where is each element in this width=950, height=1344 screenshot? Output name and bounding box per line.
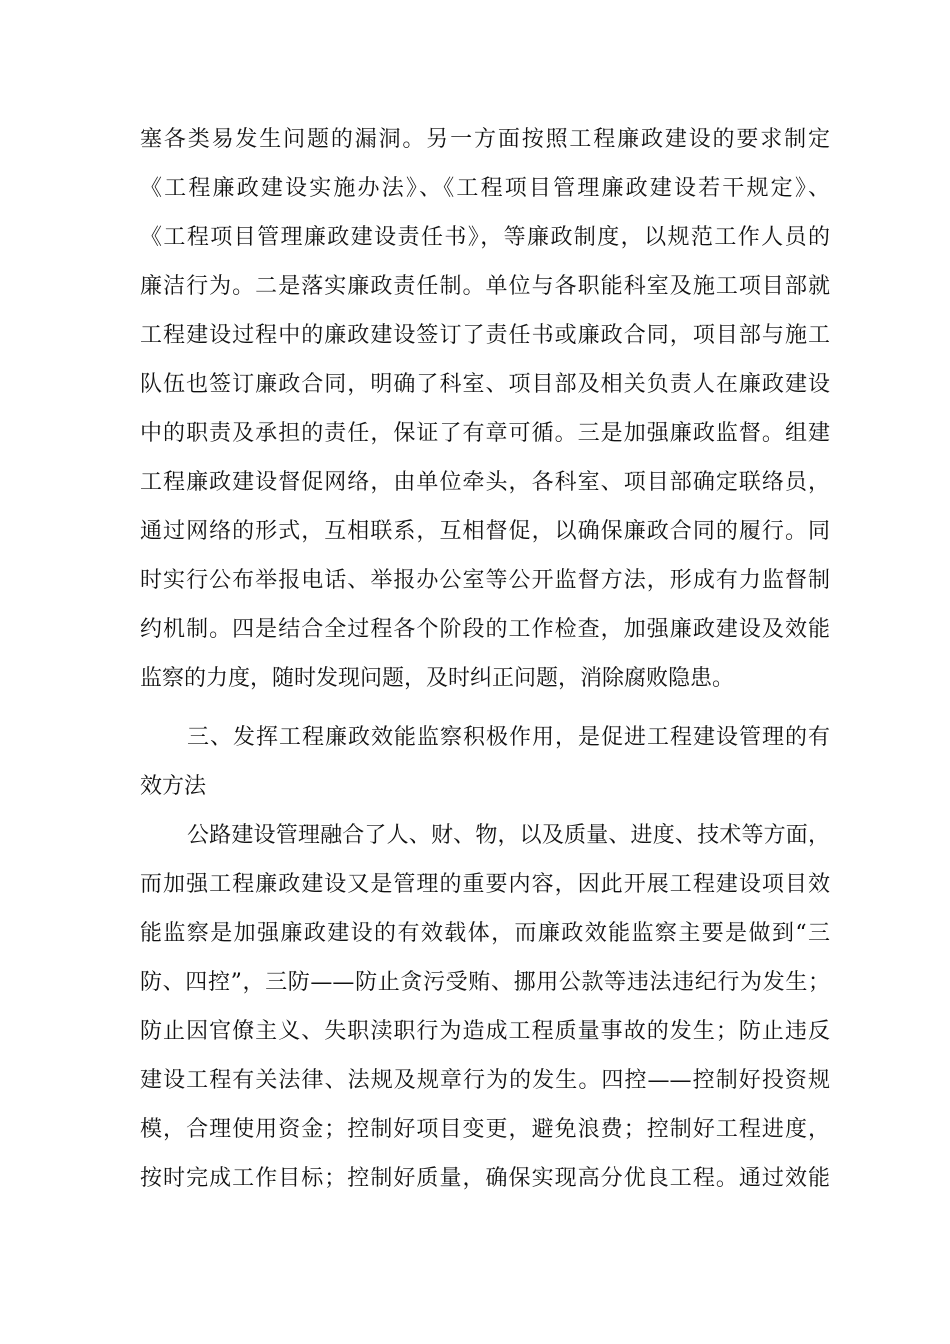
text-line-2: 《工程廉政建设实施办法》、《工程项目管理廉政建设若干规定》、 — [140, 176, 830, 201]
section-heading-line-2: 效方法 — [140, 774, 207, 799]
text-line-9: 通过网络的形式，互相联系，互相督促，以确保廉政合同的履行。同 — [140, 519, 830, 544]
text-line-10: 时实行公布举报电话、举报办公室等公开监督方法，形成有力监督制 — [140, 568, 830, 593]
text-line-6: 队伍也签订廉政合同，明确了科室、项目部及相关负责人在廉政建设 — [140, 372, 830, 397]
text-line-12: 监察的力度，随时发现问题，及时纠正问题，消除腐败隐患。 — [140, 666, 735, 691]
text-line-7: 中的职责及承担的责任，保证了有章可循。三是加强廉政监督。组建 — [140, 421, 830, 446]
text-line-17: 能监察是加强廉政建设的有效载体，而廉政效能监察主要是做到“三 — [140, 921, 830, 946]
text-line-11: 约机制。四是结合全过程各个阶段的工作检查，加强廉政建设及效能 — [140, 617, 830, 642]
text-line-22: 按时完成工作目标；控制好质量，确保实现高分优良工程。通过效能 — [140, 1166, 830, 1191]
text-line-4: 廉洁行为。二是落实廉政责任制。单位与各职能科室及施工项目部就 — [140, 274, 830, 299]
section-heading-line-1: 三、发挥工程廉政效能监察积极作用，是促进工程建设管理的有 — [187, 725, 830, 750]
text-line-20: 建设工程有关法律、法规及规章行为的发生。四控——控制好投资规 — [140, 1068, 830, 1093]
text-line-3: 《工程项目管理廉政建设责任书》，等廉政制度，以规范工作人员的 — [140, 225, 830, 250]
text-line-19: 防止因官僚主义、失职渎职行为造成工程质量事故的发生；防止违反 — [140, 1019, 830, 1044]
text-line-21: 模，合理使用资金；控制好项目变更，避免浪费；控制好工程进度， — [140, 1117, 830, 1142]
text-line-5: 工程建设过程中的廉政建设签订了责任书或廉政合同，项目部与施工 — [140, 323, 830, 348]
text-line-1: 塞各类易发生问题的漏洞。另一方面按照工程廉政建设的要求制定 — [140, 127, 830, 152]
text-line-15: 公路建设管理融合了人、财、物，以及质量、进度、技术等方面， — [187, 823, 830, 848]
text-line-8: 工程廉政建设督促网络，由单位牵头，各科室、项目部确定联络员， — [140, 470, 830, 495]
text-line-18: 防、四控”，三防——防止贪污受贿、挪用公款等违法违纪行为发生； — [140, 970, 830, 995]
text-line-16: 而加强工程廉政建设又是管理的重要内容，因此开展工程建设项目效 — [140, 872, 830, 897]
